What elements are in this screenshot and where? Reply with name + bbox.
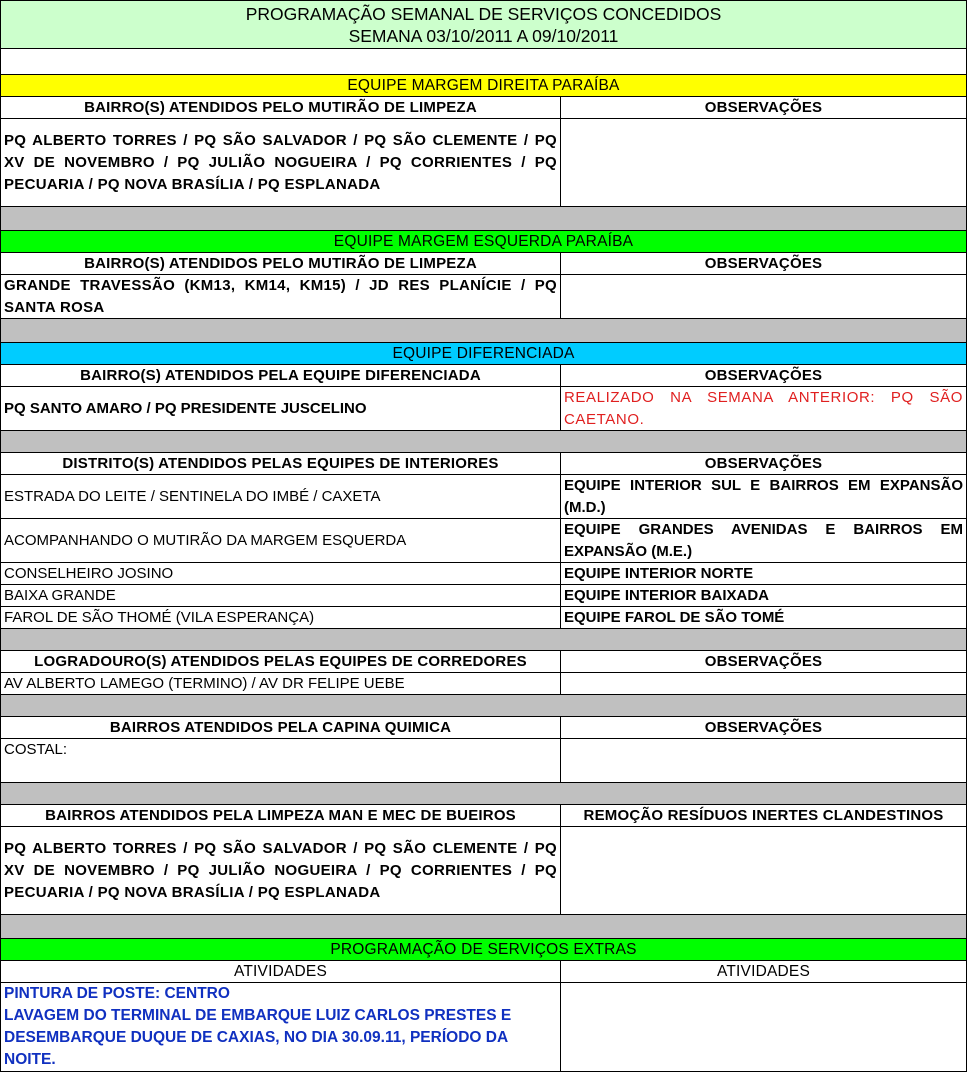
title-line-2: SEMANA 03/10/2011 A 09/10/2011 bbox=[348, 25, 619, 46]
separator-7 bbox=[0, 914, 967, 939]
bueiros-col-right: REMOÇÃO RESÍDUOS INERTES CLANDESTINOS bbox=[560, 804, 967, 827]
margem-direita-header: EQUIPE MARGEM DIREITA PARAÍBA bbox=[0, 74, 967, 97]
corredores-observacoes bbox=[560, 672, 967, 695]
capina-col-right: OBSERVAÇÕES bbox=[560, 716, 967, 739]
margem-esquerda-header-row bbox=[0, 230, 967, 253]
separator-cell bbox=[0, 914, 967, 939]
interiores-row bbox=[0, 606, 967, 629]
margem-esquerda-data-row bbox=[0, 274, 967, 319]
title-line-1: PROGRAMAÇÃO SEMANAL DE SERVIÇOS CONCEDIDOS bbox=[245, 3, 722, 24]
extras-col-right: ATIVIDADES bbox=[560, 960, 967, 983]
interiores-distrito: ACOMPANHANDO O MUTIRÃO DA MARGEM ESQUERDA bbox=[0, 518, 561, 563]
title-row bbox=[0, 0, 967, 49]
extras-colhdr-row bbox=[0, 960, 967, 983]
margem-direita-colhdr-row bbox=[0, 96, 967, 119]
separator-3 bbox=[0, 430, 967, 453]
margem-direita-col-right: OBSERVAÇÕES bbox=[560, 96, 967, 119]
separator-cell bbox=[0, 206, 967, 231]
margem-direita-observacoes bbox=[560, 118, 967, 207]
corredores-col-right: OBSERVAÇÕES bbox=[560, 650, 967, 673]
extras-line-1: PINTURA DE POSTE: CENTRO bbox=[4, 985, 230, 1002]
margem-esquerda-header: EQUIPE MARGEM ESQUERDA PARAÍBA bbox=[0, 230, 967, 253]
diferenciada-bairros: PQ SANTO AMARO / PQ PRESIDENTE JUSCELINO bbox=[0, 386, 561, 431]
diferenciada-col-left: BAIRRO(S) ATENDIDOS PELA EQUIPE DIFERENCIADA bbox=[0, 364, 561, 387]
margem-direita-bairros: PQ ALBERTO TORRES / PQ SÃO SALVADOR / PQ SÃO CLEMENTE / PQ XV DE NOVEMBRO / PQ JULIÃO NOGUEIRA / PQ CORRIENTES / PQ PECUARIA / PQ NOVA BRASÍLIA / PQ ESPLANADA bbox=[0, 118, 561, 207]
capina-colhdr-row bbox=[0, 716, 967, 739]
margem-direita-header-row bbox=[0, 74, 967, 97]
extras-atividades-right bbox=[560, 982, 967, 1072]
interiores-distrito: CONSELHEIRO JOSINO bbox=[0, 562, 561, 585]
margem-esquerda-col-right: OBSERVAÇÕES bbox=[560, 252, 967, 275]
blank-row bbox=[0, 48, 967, 75]
bueiros-data-row bbox=[0, 826, 967, 915]
separator-6 bbox=[0, 782, 967, 805]
separator-2 bbox=[0, 318, 967, 343]
separator-cell bbox=[0, 694, 967, 717]
interiores-col-right: OBSERVAÇÕES bbox=[560, 452, 967, 475]
interiores-equipe: EQUIPE INTERIOR SUL E BAIRROS EM EXPANSÃO (M.D.) bbox=[560, 474, 967, 519]
corredores-col-left: LOGRADOURO(S) ATENDIDOS PELAS EQUIPES DE CORREDORES bbox=[0, 650, 561, 673]
interiores-distrito: FAROL DE SÃO THOMÉ (VILA ESPERANÇA) bbox=[0, 606, 561, 629]
separator-cell bbox=[0, 430, 967, 453]
interiores-colhdr-row bbox=[0, 452, 967, 475]
capina-data-row bbox=[0, 738, 967, 783]
extras-col-left: ATIVIDADES bbox=[0, 960, 561, 983]
separator-5 bbox=[0, 694, 967, 717]
interiores-equipe: EQUIPE FAROL DE SÃO TOMÉ bbox=[560, 606, 967, 629]
interiores-equipe: EQUIPE INTERIOR NORTE bbox=[560, 562, 967, 585]
title-cell bbox=[0, 0, 967, 49]
blank-cell bbox=[0, 48, 967, 75]
corredores-colhdr-row bbox=[0, 650, 967, 673]
extras-data-row bbox=[0, 982, 967, 1072]
margem-esquerda-col-left: BAIRRO(S) ATENDIDOS PELO MUTIRÃO DE LIMPEZA bbox=[0, 252, 561, 275]
interiores-row bbox=[0, 474, 967, 519]
interiores-row bbox=[0, 584, 967, 607]
interiores-distrito: BAIXA GRANDE bbox=[0, 584, 561, 607]
diferenciada-data-row bbox=[0, 386, 967, 431]
extras-header-row bbox=[0, 938, 967, 961]
bueiros-bairros: PQ ALBERTO TORRES / PQ SÃO SALVADOR / PQ SÃO CLEMENTE / PQ XV DE NOVEMBRO / PQ JULIÃO NOGUEIRA / PQ CORRIENTES / PQ PECUARIA / PQ NOVA BRASÍLIA / PQ ESPLANADA bbox=[0, 826, 561, 915]
diferenciada-header-row bbox=[0, 342, 967, 365]
interiores-equipe: EQUIPE GRANDES AVENIDAS E BAIRROS EM EXPANSÃO (M.E.) bbox=[560, 518, 967, 563]
corredores-logradouros: AV ALBERTO LAMEGO (TERMINO) / AV DR FELIPE UEBE bbox=[0, 672, 561, 695]
capina-observacoes bbox=[560, 738, 967, 783]
margem-esquerda-bairros: GRANDE TRAVESSÃO (KM13, KM14, KM15) / JD RES PLANÍCIE / PQ SANTA ROSA bbox=[0, 274, 561, 319]
capina-col-left: BAIRROS ATENDIDOS PELA CAPINA QUIMICA bbox=[0, 716, 561, 739]
diferenciada-colhdr-row bbox=[0, 364, 967, 387]
margem-direita-col-left: BAIRRO(S) ATENDIDOS PELO MUTIRÃO DE LIMPEZA bbox=[0, 96, 561, 119]
bueiros-remocao bbox=[560, 826, 967, 915]
separator-cell bbox=[0, 782, 967, 805]
interiores-col-left: DISTRITO(S) ATENDIDOS PELAS EQUIPES DE INTERIORES bbox=[0, 452, 561, 475]
separator-cell bbox=[0, 318, 967, 343]
corredores-data-row bbox=[0, 672, 967, 695]
separator-cell bbox=[0, 628, 967, 651]
diferenciada-header: EQUIPE DIFERENCIADA bbox=[0, 342, 967, 365]
interiores-row bbox=[0, 518, 967, 563]
extras-header: PROGRAMAÇÃO DE SERVIÇOS EXTRAS bbox=[0, 938, 967, 961]
bueiros-col-left: BAIRROS ATENDIDOS PELA LIMPEZA MAN E MEC DE BUEIROS bbox=[0, 804, 561, 827]
extras-atividades bbox=[0, 982, 561, 1072]
bueiros-colhdr-row bbox=[0, 804, 967, 827]
interiores-row bbox=[0, 562, 967, 585]
diferenciada-col-right: OBSERVAÇÕES bbox=[560, 364, 967, 387]
margem-esquerda-colhdr-row bbox=[0, 252, 967, 275]
interiores-equipe: EQUIPE INTERIOR BAIXADA bbox=[560, 584, 967, 607]
separator-4 bbox=[0, 628, 967, 651]
interiores-distrito: ESTRADA DO LEITE / SENTINELA DO IMBÉ / CAXETA bbox=[0, 474, 561, 519]
margem-esquerda-observacoes bbox=[560, 274, 967, 319]
diferenciada-observacoes: REALIZADO NA SEMANA ANTERIOR: PQ SÃO CAETANO. bbox=[560, 386, 967, 431]
extras-line-2: LAVAGEM DO TERMINAL DE EMBARQUE LUIZ CARLOS PRESTES E DESEMBARQUE DUQUE DE CAXIAS, NO DIA 30.09.11, PERÍODO DA NOITE. bbox=[4, 1007, 512, 1068]
separator-1 bbox=[0, 206, 967, 231]
capina-bairros: COSTAL: bbox=[0, 738, 561, 783]
margem-direita-data-row bbox=[0, 118, 967, 207]
